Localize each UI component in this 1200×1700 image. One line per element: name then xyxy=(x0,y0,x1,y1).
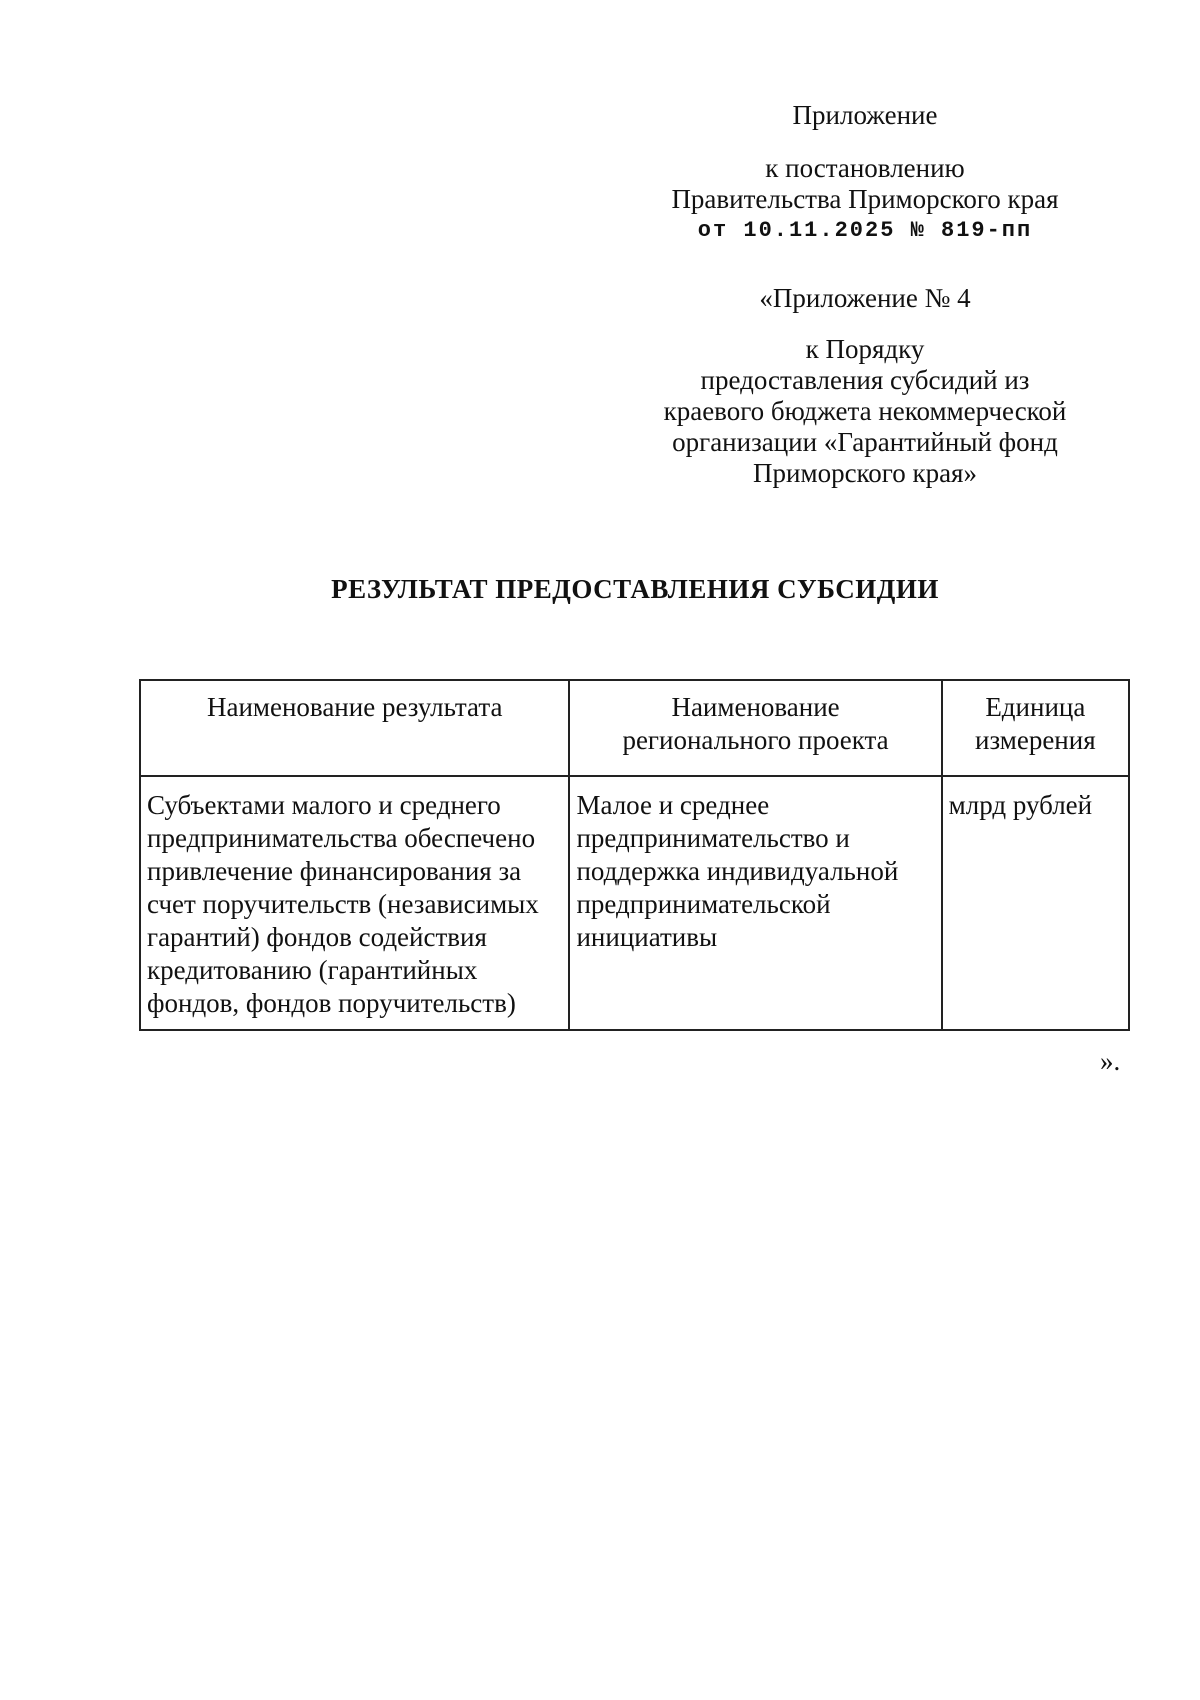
document-title: РЕЗУЛЬТАТ ПРЕДОСТАВЛЕНИЯ СУБСИДИИ xyxy=(331,574,939,604)
spacer xyxy=(620,314,1110,334)
procedure-line: организации «Гарантийный фонд xyxy=(672,427,1058,457)
procedure-line: краевого бюджета некоммерческой xyxy=(663,396,1067,426)
cell-text: поддержка индивидуальной xyxy=(576,856,899,886)
results-table xyxy=(139,679,1130,1031)
procedure-line: к Порядку xyxy=(805,334,925,364)
cell-unit xyxy=(942,776,1129,1030)
header-text: регионального проекта xyxy=(622,725,889,755)
cell-text: предпринимательства обеспечено xyxy=(147,823,536,853)
annex-label: Приложение xyxy=(792,100,938,130)
cell-text: млрд рублей xyxy=(948,790,1093,820)
header-text: Наименование xyxy=(671,692,840,722)
cell-result xyxy=(140,776,569,1030)
cell-project xyxy=(569,776,941,1030)
annex-4-label: «Приложение № 4 xyxy=(759,283,971,313)
resolution-date-number: от 10.11.2025 № 819-пп xyxy=(697,218,1033,243)
cell-text: кредитованию (гарантийных xyxy=(147,955,478,985)
table-header-row xyxy=(140,680,1129,776)
cell-text: счет поручительств (независимых xyxy=(147,889,539,919)
cell-text: предпринимательской xyxy=(576,889,831,919)
header-text: Единица xyxy=(985,692,1086,722)
resolution-line: Правительства Приморского края xyxy=(671,184,1059,214)
cell-text: Субъектами малого и среднего xyxy=(147,790,501,820)
resolution-line: к постановлению xyxy=(765,153,965,183)
annex-title xyxy=(620,100,1110,131)
header-result-name xyxy=(140,680,569,776)
cell-text: фондов, фондов поручительств) xyxy=(147,988,516,1018)
procedure-line: Приморского края» xyxy=(753,458,977,488)
resolution-reference xyxy=(620,153,1110,246)
header-regional-project xyxy=(569,680,941,776)
procedure-line: предоставления субсидий из xyxy=(700,365,1030,395)
cell-text: предпринимательство и xyxy=(576,823,850,853)
table-row xyxy=(140,776,1129,1030)
header-text: измерения xyxy=(975,725,1096,755)
closing-quote-mark: ». xyxy=(1100,1046,1121,1076)
cell-text: инициативы xyxy=(576,922,718,952)
header-text: Наименование результата xyxy=(206,692,503,722)
cell-text: гарантий) фондов содействия xyxy=(147,922,487,952)
cell-text: привлечение финансирования за xyxy=(147,856,522,886)
annex-4-reference xyxy=(620,283,1110,489)
cell-text: Малое и среднее xyxy=(576,790,770,820)
header-unit xyxy=(942,680,1129,776)
